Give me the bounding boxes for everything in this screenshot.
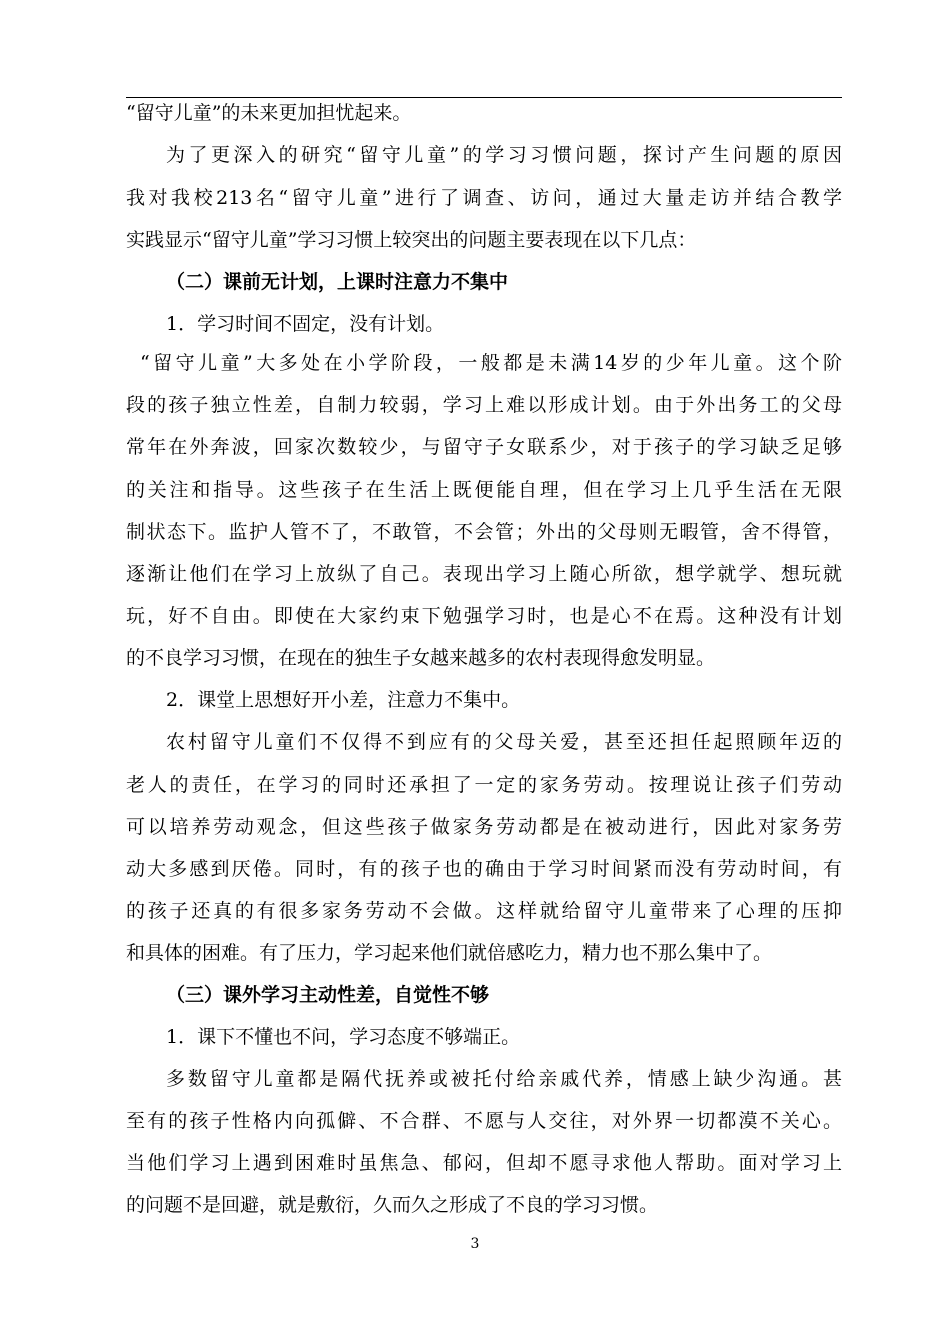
paragraph-line: 段的孩子独立性差，自制力较弱，学习上难以形成计划。由于外出务工的父母 [126, 394, 842, 416]
subheading: 1．课下不懂也不问，学习态度不够端正。 [166, 1026, 521, 1048]
paragraph-line: 常年在外奔波，回家次数较少，与留守子女联系少，对于孩子的学习缺乏足够 [126, 436, 842, 458]
paragraph-line: 可以培养劳动观念，但这些孩子做家务劳动都是在被动进行，因此对家务劳 [126, 816, 842, 838]
paragraph-line: 当他们学习上遇到困难时虽焦急、郁闷，但却不愿寻求他人帮助。面对学习上 [126, 1152, 842, 1174]
paragraph-line: 老人的责任，在学习的同时还承担了一定的家务劳动。按理说让孩子们劳动 [126, 774, 842, 796]
paragraph-line: “留守儿童”的未来更加担忧起来。 [126, 102, 412, 124]
paragraph-line: 实践显示“留守儿童”学习习惯上较突出的问题主要表现在以下几点： [126, 229, 697, 251]
paragraph-line: 玩，好不自由。即使在大家约束下勉强学习时，也是心不在焉。这种没有计划 [126, 605, 842, 627]
paragraph-line: “留守儿童”大多处在小学阶段，一般都是未满14岁的少年儿童。这个阶 [140, 352, 842, 374]
paragraph-line: 逐渐让他们在学习上放纵了自己。表现出学习上随心所欲，想学就学、想玩就 [126, 563, 842, 585]
paragraph-line: 的孩子还真的有很多家务劳动不会做。这样就给留守儿童带来了心理的压抑 [126, 900, 842, 922]
section-heading: （三）课外学习主动性差，自觉性不够 [166, 984, 490, 1006]
paragraph-line: 的问题不是回避，就是敷衍，久而久之形成了不良的学习习惯。 [126, 1194, 659, 1216]
paragraph-line: 动大多感到厌倦。同时，有的孩子也的确由于学习时间紧而没有劳动时间，有 [126, 858, 842, 880]
subheading: 1．学习时间不固定，没有计划。 [166, 313, 445, 335]
paragraph-line: 的关注和指导。这些孩子在生活上既便能自理，但在学习上几乎生活在无限 [126, 479, 842, 501]
paragraph-line: 我对我校213名“留守儿童”进行了调查、访问，通过大量走访并结合教学 [126, 187, 842, 209]
paragraph-line: 的不良学习习惯，在现在的独生子女越来越多的农村表现得愈发明显。 [126, 647, 716, 669]
paragraph-line: 为了更深入的研究“留守儿童”的学习习惯问题，探讨产生问题的原因 [166, 144, 842, 166]
paragraph-line: 和具体的困难。有了压力，学习起来他们就倍感吃力，精力也不那么集中了。 [126, 942, 773, 964]
header-rule [126, 97, 842, 98]
paragraph-line: 农村留守儿童们不仅得不到应有的父母关爱，甚至还担任起照顾年迈的 [166, 731, 842, 753]
subheading: 2．课堂上思想好开小差，注意力不集中。 [166, 689, 521, 711]
section-heading: （二）课前无计划，上课时注意力不集中 [166, 271, 509, 293]
paragraph-line: 制状态下。监护人管不了，不敢管，不会管；外出的父母则无暇管，舍不得管， [126, 521, 842, 543]
paragraph-line: 多数留守儿童都是隔代抚养或被托付给亲戚代养，情感上缺少沟通。甚 [166, 1068, 842, 1090]
paragraph-line: 至有的孩子性格内向孤僻、不合群、不愿与人交往，对外界一切都漠不关心。 [126, 1110, 842, 1132]
page-number: 3 [470, 1236, 480, 1252]
